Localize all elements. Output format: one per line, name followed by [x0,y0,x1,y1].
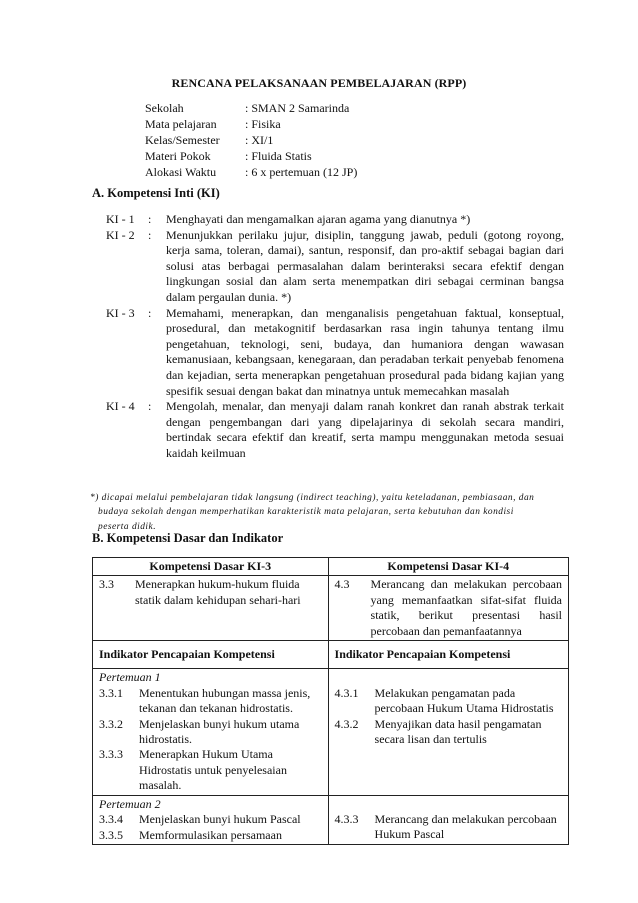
ki-colon: : [148,212,152,226]
kd-table [92,557,569,845]
footnote-line: peserta didik. [98,521,157,532]
kd3-item [99,577,322,608]
ki-code: KI - 4 [106,399,135,414]
section-a-heading: A. Kompetensi Inti (KI) [92,186,220,200]
identity-row [145,117,357,133]
ipk-item [335,686,562,717]
ipk-text: Menyajikan data hasil pengamatan secara lisan dan tertulis [374,716,542,747]
ipk-number: 4.3.2 [334,716,359,731]
kd3-number: 3.3 [99,577,114,592]
ipk-item [99,747,322,793]
identity-row [145,149,357,165]
ipk-item [99,812,322,827]
kd3-header: Kompetensi Dasar KI-3 [93,558,329,576]
section-b-heading: B. Kompetensi Dasar dan Indikator [92,531,284,545]
identity-table [145,101,357,181]
pertemuan-row [93,669,569,795]
kd3-text: Menerapkan hukum-hukum fluida statik dalam kehidupan sehari-hari [135,577,301,607]
ki-colon: : [148,305,152,320]
ipk-text: Menjelaskan bunyi hukum utama hidrostatis. [139,716,300,747]
ki-text: Menunjukkan perilaku jujur, disiplin, tanggung jawab, peduli (gotong royong, kerja sama, toleran, damai), santun, responsif, dan pro-aktif sebagai bagian dari solusi atas berbagai permasalahan dalam berinteraksi secara efektif dengan lingkungan sosial dan alam serta menempatkan diri sebagai cerminan bangsa dalam pergaulan dunia. *) [166,227,564,304]
ki-item [106,306,564,400]
ipk-text: Memformulasikan persamaan [139,827,282,842]
ipk-number: 3.3.5 [99,827,123,842]
identity-value: : 6 x pertemuan (12 JP) [245,165,358,179]
ipk-text: Menentukan hubungan massa jenis, tekanan dan tekanan hidrostatis. [139,685,311,716]
identity-row [145,133,357,149]
identity-value: : XI/1 [245,133,274,147]
ipk-item [99,717,322,748]
kd4-header: Kompetensi Dasar KI-4 [328,558,568,576]
identity-row [145,101,357,117]
identity-value: : Fisika [245,117,281,131]
ipk-item [99,828,322,843]
footnote [90,491,568,534]
ipk-item [335,812,562,843]
ki-list [106,212,564,462]
ipk-item [335,717,562,748]
identity-value: : SMAN 2 Samarinda [245,101,350,115]
identity-key: Kelas/Semester [145,133,220,147]
kd4-number: 4.3 [334,577,350,592]
kd-header-row [93,558,569,576]
pertemuan-row [93,795,569,844]
ipk-number: 4.3.1 [334,685,359,700]
kd4-item [335,577,562,639]
ki-item [106,399,564,461]
ki-colon: : [148,399,152,414]
ki-code: KI - 3 [106,305,135,320]
ipk-number: 3.3.1 [99,685,123,700]
ipk-number: 4.3.3 [334,812,359,827]
ki-text: Memahami, menerapkan, dan menganalisis pengetahuan faktual, konseptual, prosedural, dan metakognitif berdasarkan rasa ingin tahunya tentang ilmu pengetahuan, teknologi, seni, budaya, dan humaniora dengan wawasan kemanusiaan, kebangsaan, kenegaraan, dan peradaban terkait penyebab fenomena dan kejadian, serta menerapkan pengetahuan prosedural pada bidang kajian yang spesifik sesuai dengan bakat dan minatnya untuk memecahkan masalah [166,305,564,398]
kd-row [93,576,569,641]
ki-item [106,212,564,228]
ipk-right-header: Indikator Pencapaian Kompetensi [328,641,568,669]
ipk-number: 3.3.3 [99,747,123,762]
pertemuan-label: Pertemuan 1 [99,670,161,685]
ipk-text: Menerapkan Hukum Utama Hidrostatis untuk penyelesaian masalah. [139,747,287,793]
ki-colon: : [148,227,152,242]
identity-key: Mata pelajaran [145,117,217,131]
ipk-text: Merancang dan melakukan percobaan Hukum Pascal [374,812,557,842]
footnote-line: *) dicapai melalui pembelajaran tidak langsung (indirect teaching), yaitu keteladanan, pembiasaan, dan [90,493,535,503]
pertemuan-label: Pertemuan 2 [99,796,161,811]
ipk-number: 3.3.4 [99,812,123,827]
ipk-text: Menjelaskan bunyi hukum Pascal [139,812,301,827]
ki-text: Menghayati dan mengamalkan ajaran agama yang dianutnya *) [166,212,471,226]
identity-key: Materi Pokok [145,149,211,163]
identity-value: : Fluida Statis [245,149,312,163]
ki-code: KI - 2 [106,227,135,242]
ki-code: KI - 1 [106,212,135,226]
ipk-header-row [93,641,569,669]
ki-text: Mengolah, menalar, dan menyaji dalam ranah konkret dan ranah abstrak terkait dengan pengembangan dari yang dipelajarinya di sekolah secara mandiri, bertindak secara efektif dan kreatif, serta mampu menggunakan metoda sesuai kaidah keilmuan [166,399,564,460]
document-title: RENCANA PELAKSANAAN PEMBELAJARAN (RPP) [171,76,467,90]
kd4-text: Merancang dan melakukan percobaan yang memanfaatkan sifat-sifat fluida statik, berikut presentasi hasil percobaan dan pemanfaatannya [370,577,562,638]
identity-row [145,165,357,181]
identity-key: Alokasi Waktu [145,165,217,179]
ipk-item [99,686,322,717]
footnote-line: budaya sekolah dengan memperhatikan karakteristik mata pelajaran, serta kebutuhan dan kondisi [98,507,514,518]
ki-item [106,228,564,306]
ipk-number: 3.3.2 [99,716,123,731]
ipk-left-header: Indikator Pencapaian Kompetensi [93,641,329,669]
ipk-text: Melakukan pengamatan pada percobaan Hukum Utama Hidrostatis [374,685,554,716]
identity-key: Sekolah [145,101,184,115]
